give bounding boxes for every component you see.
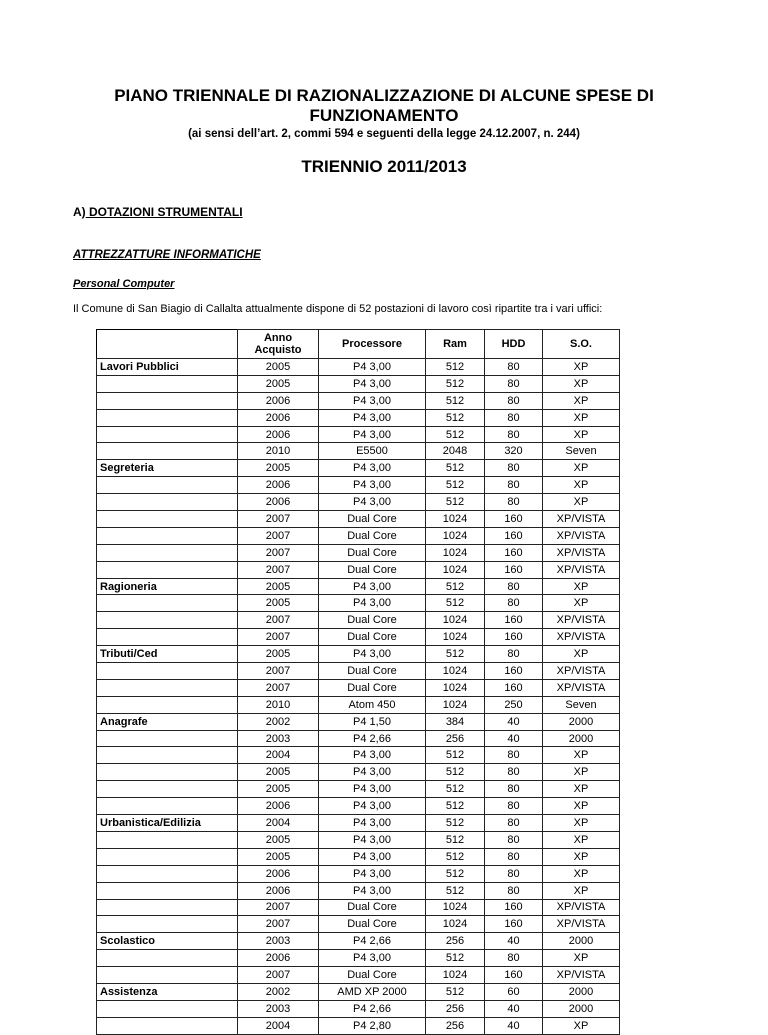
table-row [97, 1017, 620, 1034]
processor-cell: Dual Core [319, 612, 426, 629]
hdd-cell: 320 [485, 443, 543, 460]
office-cell [97, 392, 238, 409]
processor-cell: Dual Core [319, 629, 426, 646]
office-cell [97, 511, 238, 528]
processor-cell: Dual Core [319, 527, 426, 544]
year-cell: 2002 [238, 983, 319, 1000]
office-cell [97, 967, 238, 984]
section-heading [73, 205, 243, 219]
os-cell: 2000 [543, 933, 620, 950]
os-cell: XP [543, 578, 620, 595]
hdd-cell: 80 [485, 781, 543, 798]
year-cell: 2007 [238, 612, 319, 629]
table-row [97, 646, 620, 663]
os-cell: XP [543, 646, 620, 663]
ram-cell: 512 [426, 409, 485, 426]
ram-cell: 512 [426, 646, 485, 663]
os-cell: XP/VISTA [543, 612, 620, 629]
year-cell: 2002 [238, 713, 319, 730]
processor-cell: P4 3,00 [319, 764, 426, 781]
ram-cell: 512 [426, 815, 485, 832]
header-office [97, 330, 238, 359]
table-row [97, 1000, 620, 1017]
office-cell [97, 747, 238, 764]
os-cell: 2000 [543, 983, 620, 1000]
table-row [97, 511, 620, 528]
os-cell: 2000 [543, 1000, 620, 1017]
table-row [97, 392, 620, 409]
office-cell: Anagrafe [97, 713, 238, 730]
processor-cell: P4 3,00 [319, 494, 426, 511]
table-row [97, 730, 620, 747]
os-cell: Seven [543, 696, 620, 713]
intro-paragraph: Il Comune di San Biagio di Callalta attualmente dispone di 52 postazioni di lavoro così ripartite tra i vari uffici: [73, 303, 603, 315]
office-cell: Assistenza [97, 983, 238, 1000]
hdd-cell: 80 [485, 882, 543, 899]
os-cell: XP [543, 815, 620, 832]
subsubsection-heading: Personal Computer [73, 278, 175, 290]
year-cell: 2007 [238, 511, 319, 528]
os-cell: XP/VISTA [543, 629, 620, 646]
hdd-cell: 80 [485, 494, 543, 511]
hdd-cell: 160 [485, 679, 543, 696]
ram-cell: 1024 [426, 527, 485, 544]
hdd-cell: 160 [485, 916, 543, 933]
year-cell: 2007 [238, 561, 319, 578]
hdd-cell: 80 [485, 375, 543, 392]
office-cell: Segreteria [97, 460, 238, 477]
period-heading: TRIENNIO 2011/2013 [301, 157, 467, 176]
year-cell: 2005 [238, 578, 319, 595]
processor-cell: P4 3,00 [319, 477, 426, 494]
hdd-cell: 160 [485, 527, 543, 544]
hdd-cell: 80 [485, 848, 543, 865]
os-cell: XP [543, 409, 620, 426]
hdd-cell: 80 [485, 578, 543, 595]
office-cell [97, 663, 238, 680]
table-row [97, 696, 620, 713]
office-cell [97, 544, 238, 561]
year-cell: 2006 [238, 865, 319, 882]
table-row [97, 933, 620, 950]
os-cell: XP/VISTA [543, 967, 620, 984]
ram-cell: 512 [426, 983, 485, 1000]
table-row [97, 426, 620, 443]
os-cell: XP [543, 595, 620, 612]
os-cell: XP/VISTA [543, 511, 620, 528]
ram-cell: 1024 [426, 696, 485, 713]
hdd-cell: 40 [485, 713, 543, 730]
ram-cell: 1024 [426, 544, 485, 561]
ram-cell: 512 [426, 595, 485, 612]
year-cell: 2005 [238, 764, 319, 781]
os-cell: XP/VISTA [543, 679, 620, 696]
year-cell: 2004 [238, 1017, 319, 1034]
office-cell [97, 730, 238, 747]
hdd-cell: 60 [485, 983, 543, 1000]
processor-cell: Dual Core [319, 967, 426, 984]
ram-cell: 1024 [426, 561, 485, 578]
ram-cell: 512 [426, 426, 485, 443]
year-cell: 2004 [238, 747, 319, 764]
table-row [97, 848, 620, 865]
ram-cell: 512 [426, 831, 485, 848]
hdd-cell: 250 [485, 696, 543, 713]
processor-cell: P4 2,66 [319, 1000, 426, 1017]
ram-cell: 1024 [426, 916, 485, 933]
processor-cell: P4 3,00 [319, 950, 426, 967]
os-cell: 2000 [543, 713, 620, 730]
os-cell: XP [543, 460, 620, 477]
os-cell: XP/VISTA [543, 544, 620, 561]
os-cell: XP [543, 1017, 620, 1034]
year-cell: 2003 [238, 1000, 319, 1017]
ram-cell: 256 [426, 1017, 485, 1034]
office-cell [97, 781, 238, 798]
table-row [97, 612, 620, 629]
office-cell [97, 696, 238, 713]
ram-cell: 512 [426, 460, 485, 477]
year-cell: 2010 [238, 443, 319, 460]
hdd-cell: 160 [485, 663, 543, 680]
ram-cell: 512 [426, 375, 485, 392]
table-row [97, 865, 620, 882]
office-cell [97, 865, 238, 882]
year-cell: 2003 [238, 730, 319, 747]
hdd-cell: 160 [485, 899, 543, 916]
ram-cell: 512 [426, 392, 485, 409]
processor-cell: P4 2,66 [319, 730, 426, 747]
processor-cell: P4 2,80 [319, 1017, 426, 1034]
year-cell: 2007 [238, 899, 319, 916]
office-cell [97, 477, 238, 494]
hdd-cell: 80 [485, 747, 543, 764]
os-cell: XP [543, 359, 620, 376]
office-cell [97, 916, 238, 933]
hdd-cell: 80 [485, 646, 543, 663]
os-cell: XP [543, 477, 620, 494]
hdd-cell: 160 [485, 511, 543, 528]
table-row [97, 764, 620, 781]
table-row [97, 967, 620, 984]
office-cell [97, 375, 238, 392]
table-row [97, 679, 620, 696]
ram-cell: 512 [426, 848, 485, 865]
table-row [97, 798, 620, 815]
ram-cell: 1024 [426, 629, 485, 646]
hdd-cell: 80 [485, 815, 543, 832]
hdd-cell: 40 [485, 730, 543, 747]
header-anno-acquisto: Anno Acquisto [238, 330, 319, 359]
ram-cell: 512 [426, 747, 485, 764]
subsection-heading: ATTREZZATTURE INFORMATICHE [73, 249, 261, 261]
office-cell [97, 882, 238, 899]
ram-cell: 1024 [426, 899, 485, 916]
table-row [97, 950, 620, 967]
document-title: PIANO TRIENNALE DI RAZIONALIZZAZIONE DI ALCUNE SPESE DI FUNZIONAMENTO [114, 86, 654, 125]
processor-cell: P4 3,00 [319, 798, 426, 815]
os-cell: XP [543, 831, 620, 848]
ram-cell: 512 [426, 494, 485, 511]
os-cell: 2000 [543, 730, 620, 747]
hdd-cell: 40 [485, 933, 543, 950]
year-cell: 2006 [238, 426, 319, 443]
office-cell [97, 831, 238, 848]
ram-cell: 512 [426, 359, 485, 376]
year-cell: 2007 [238, 663, 319, 680]
table-header-row [97, 330, 620, 359]
office-cell: Urbanistica/Edilizia [97, 815, 238, 832]
year-cell: 2006 [238, 392, 319, 409]
hdd-cell: 40 [485, 1017, 543, 1034]
processor-cell: P4 3,00 [319, 882, 426, 899]
table-row [97, 477, 620, 494]
os-cell: XP [543, 798, 620, 815]
os-cell: XP [543, 865, 620, 882]
ram-cell: 2048 [426, 443, 485, 460]
year-cell: 2005 [238, 359, 319, 376]
table-row [97, 831, 620, 848]
year-cell: 2007 [238, 967, 319, 984]
ram-cell: 512 [426, 477, 485, 494]
table-row [97, 595, 620, 612]
ram-cell: 1024 [426, 679, 485, 696]
processor-cell: P4 2,66 [319, 933, 426, 950]
hdd-cell: 160 [485, 561, 543, 578]
table-row [97, 409, 620, 426]
year-cell: 2007 [238, 544, 319, 561]
processor-cell: P4 3,00 [319, 409, 426, 426]
year-cell: 2005 [238, 831, 319, 848]
os-cell: XP [543, 747, 620, 764]
year-cell: 2006 [238, 798, 319, 815]
processor-cell: Dual Core [319, 679, 426, 696]
year-cell: 2006 [238, 882, 319, 899]
os-cell: XP [543, 848, 620, 865]
processor-cell: P4 3,00 [319, 375, 426, 392]
table-row [97, 781, 620, 798]
table-row [97, 815, 620, 832]
processor-cell: P4 3,00 [319, 392, 426, 409]
year-cell: 2005 [238, 375, 319, 392]
hdd-cell: 160 [485, 544, 543, 561]
header-so: S.O. [543, 330, 620, 359]
hdd-cell: 80 [485, 359, 543, 376]
year-cell: 2006 [238, 494, 319, 511]
office-cell [97, 494, 238, 511]
year-cell: 2006 [238, 477, 319, 494]
processor-cell: P4 3,00 [319, 747, 426, 764]
processor-cell: P4 3,00 [319, 848, 426, 865]
section-title: DOTAZIONI STRUMENTALI [85, 205, 243, 219]
ram-cell: 1024 [426, 663, 485, 680]
processor-cell: E5500 [319, 443, 426, 460]
processor-cell: Dual Core [319, 511, 426, 528]
table-row [97, 544, 620, 561]
processor-cell: Dual Core [319, 544, 426, 561]
year-cell: 2006 [238, 409, 319, 426]
hdd-cell: 160 [485, 612, 543, 629]
office-cell [97, 764, 238, 781]
hdd-cell: 80 [485, 426, 543, 443]
year-cell: 2007 [238, 679, 319, 696]
processor-cell: Dual Core [319, 916, 426, 933]
os-cell: XP [543, 375, 620, 392]
hdd-cell: 80 [485, 392, 543, 409]
table-row [97, 899, 620, 916]
os-cell: XP/VISTA [543, 899, 620, 916]
ram-cell: 1024 [426, 612, 485, 629]
processor-cell: Dual Core [319, 899, 426, 916]
office-cell: Ragioneria [97, 578, 238, 595]
processor-cell: P4 3,00 [319, 578, 426, 595]
table-row [97, 578, 620, 595]
table-row [97, 916, 620, 933]
processor-cell: P4 3,00 [319, 831, 426, 848]
section-prefix: A) [73, 205, 86, 219]
processor-cell: P4 3,00 [319, 460, 426, 477]
table-row [97, 494, 620, 511]
hdd-cell: 80 [485, 409, 543, 426]
hdd-cell: 160 [485, 629, 543, 646]
ram-cell: 1024 [426, 967, 485, 984]
table-row [97, 747, 620, 764]
hdd-cell: 80 [485, 477, 543, 494]
ram-cell: 512 [426, 781, 485, 798]
processor-cell: Atom 450 [319, 696, 426, 713]
os-cell: XP/VISTA [543, 527, 620, 544]
table-row [97, 443, 620, 460]
ram-cell: 384 [426, 713, 485, 730]
header-processore: Processore [319, 330, 426, 359]
table-row [97, 561, 620, 578]
hdd-cell: 80 [485, 831, 543, 848]
table-body [97, 359, 620, 1035]
table-row [97, 359, 620, 376]
header-hdd: HDD [485, 330, 543, 359]
office-cell [97, 1000, 238, 1017]
office-cell [97, 679, 238, 696]
ram-cell: 1024 [426, 511, 485, 528]
year-cell: 2005 [238, 595, 319, 612]
hdd-cell: 80 [485, 460, 543, 477]
table-row [97, 882, 620, 899]
office-cell [97, 1017, 238, 1034]
processor-cell: P4 3,00 [319, 595, 426, 612]
processor-cell: P4 1,50 [319, 713, 426, 730]
hdd-cell: 40 [485, 1000, 543, 1017]
office-cell [97, 595, 238, 612]
processor-cell: P4 3,00 [319, 426, 426, 443]
year-cell: 2007 [238, 629, 319, 646]
os-cell: XP [543, 426, 620, 443]
os-cell: XP [543, 764, 620, 781]
table-row [97, 983, 620, 1000]
year-cell: 2005 [238, 460, 319, 477]
ram-cell: 512 [426, 764, 485, 781]
processor-cell: P4 3,00 [319, 815, 426, 832]
processor-cell: P4 3,00 [319, 359, 426, 376]
year-cell: 2004 [238, 815, 319, 832]
hdd-cell: 80 [485, 595, 543, 612]
office-cell [97, 612, 238, 629]
year-cell: 2003 [238, 933, 319, 950]
office-cell [97, 629, 238, 646]
ram-cell: 256 [426, 730, 485, 747]
office-cell: Scolastico [97, 933, 238, 950]
hdd-cell: 80 [485, 798, 543, 815]
year-cell: 2010 [238, 696, 319, 713]
year-cell: 2007 [238, 527, 319, 544]
ram-cell: 512 [426, 798, 485, 815]
hdd-cell: 160 [485, 967, 543, 984]
os-cell: XP [543, 494, 620, 511]
os-cell: XP [543, 392, 620, 409]
ram-cell: 256 [426, 933, 485, 950]
title-block [0, 86, 768, 141]
year-cell: 2005 [238, 646, 319, 663]
ram-cell: 256 [426, 1000, 485, 1017]
header-ram: Ram [426, 330, 485, 359]
year-cell: 2006 [238, 950, 319, 967]
ram-cell: 512 [426, 865, 485, 882]
table-row [97, 713, 620, 730]
office-cell [97, 848, 238, 865]
ram-cell: 512 [426, 578, 485, 595]
processor-cell: Dual Core [319, 663, 426, 680]
processor-cell: AMD XP 2000 [319, 983, 426, 1000]
office-cell [97, 409, 238, 426]
table-row [97, 527, 620, 544]
year-cell: 2005 [238, 848, 319, 865]
table-row [97, 375, 620, 392]
office-cell [97, 443, 238, 460]
os-cell: XP [543, 950, 620, 967]
table-row [97, 629, 620, 646]
hdd-cell: 80 [485, 950, 543, 967]
office-cell: Tributi/Ced [97, 646, 238, 663]
office-cell [97, 527, 238, 544]
computer-inventory-table [96, 329, 620, 1035]
office-cell [97, 426, 238, 443]
os-cell: XP/VISTA [543, 561, 620, 578]
office-cell [97, 561, 238, 578]
hdd-cell: 80 [485, 764, 543, 781]
os-cell: Seven [543, 443, 620, 460]
os-cell: XP [543, 781, 620, 798]
office-cell [97, 950, 238, 967]
os-cell: XP/VISTA [543, 916, 620, 933]
office-cell [97, 899, 238, 916]
ram-cell: 512 [426, 950, 485, 967]
hdd-cell: 80 [485, 865, 543, 882]
ram-cell: 512 [426, 882, 485, 899]
office-cell: Lavori Pubblici [97, 359, 238, 376]
year-cell: 2005 [238, 781, 319, 798]
table-row [97, 663, 620, 680]
processor-cell: P4 3,00 [319, 865, 426, 882]
processor-cell: P4 3,00 [319, 781, 426, 798]
year-cell: 2007 [238, 916, 319, 933]
document-subtitle: (ai sensi dell’art. 2, commi 594 e seguenti della legge 24.12.2007, n. 244) [188, 128, 580, 140]
table-row [97, 460, 620, 477]
office-cell [97, 798, 238, 815]
processor-cell: P4 3,00 [319, 646, 426, 663]
processor-cell: Dual Core [319, 561, 426, 578]
os-cell: XP [543, 882, 620, 899]
os-cell: XP/VISTA [543, 663, 620, 680]
